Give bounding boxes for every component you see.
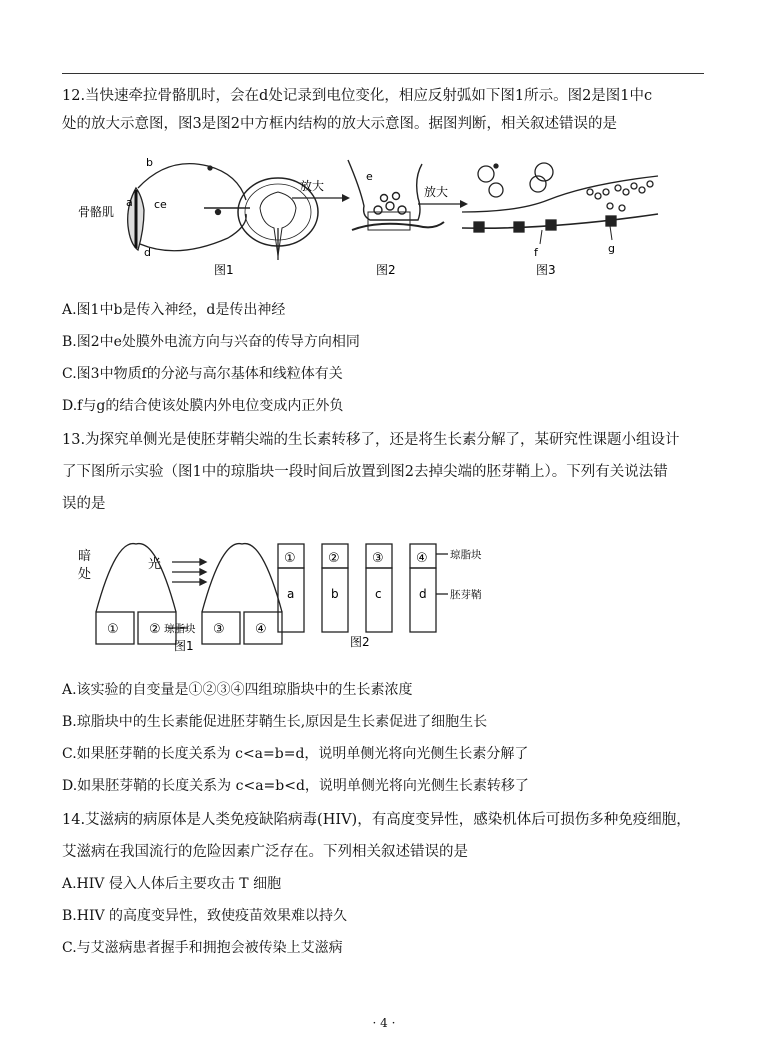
q12-fig1	[128, 164, 318, 260]
arrow2-label: 放大	[424, 185, 449, 199]
tube-bottom-a: a	[287, 587, 295, 601]
q14-stem-line2: 艾滋病在我国流行的危险因素广泛存在。下列相关叙述错误的是	[62, 844, 468, 860]
label-a: a	[126, 196, 133, 209]
label-f: f	[534, 246, 538, 259]
q13-option-b: B.琼脂块中的生长素能促进胚芽鞘生长,原因是生长素促进了细胞生长	[62, 714, 488, 730]
agar-label-2: 琼脂块	[450, 549, 482, 561]
tube-bottom-c: c	[375, 587, 382, 601]
q12-fig3	[462, 163, 658, 244]
q13-figure	[78, 538, 518, 654]
q13-option-a: A.该实验的自变量是①②③④四组琼脂块中的生长素浓度	[62, 682, 413, 698]
dark-label-1: 暗	[78, 549, 92, 564]
tube-bottom-d: d	[419, 587, 427, 601]
label-c: c	[154, 198, 161, 211]
q13-option-d: D.如果胚芽鞘的长度关系为 c<a=b<d，说明单侧光将向光侧生长素转移了	[62, 778, 529, 794]
q13-stem-line2: 了下图所示实验（图1中的琼脂块一段时间后放置到图2去掉尖端的胚芽鞘上）。下列有关说法错	[62, 464, 668, 480]
label-e2: e	[366, 170, 373, 183]
q13-fig2-caption: 图2	[350, 635, 370, 649]
q13-option-c: C.如果胚芽鞘的长度关系为 c<a=b=d，说明单侧光将向光侧生长素分解了	[62, 746, 529, 762]
label-e1: e	[160, 198, 167, 211]
block-3: ③	[213, 622, 225, 637]
light-label: 光	[148, 557, 162, 572]
coleoptile-right	[202, 544, 282, 612]
coleoptile-left	[96, 544, 176, 612]
q12-option-b: B.图2中e处膜外电流方向与兴奋的传导方向相同	[62, 334, 360, 350]
page-number: · 4 ·	[372, 1016, 396, 1030]
q14-option-c: C.与艾滋病患者握手和拥抱会被传染上艾滋病	[62, 940, 343, 956]
q12-stem-line2: 处的放大示意图，图3是图2中方框内结构的放大示意图。据图判断，相关叙述错误的是	[62, 116, 617, 132]
q12-option-c: C.图3中物质f的分泌与高尔基体和线粒体有关	[62, 366, 343, 382]
arrow1-label: 放大	[300, 179, 325, 193]
block-4: ④	[255, 622, 267, 637]
q13-stem-line1: 13.为探究单侧光是使胚芽鞘尖端的生长素转移了，还是将生长素分解了，某研究性课题小组设计	[62, 432, 680, 448]
q12-option-a: A.图1中b是传入神经，d是传出神经	[62, 302, 286, 318]
q12-fig3-caption: 图3	[536, 263, 556, 277]
q12-stem-line1: 12.当快速牵拉骨骼肌时，会在d处记录到电位变化，相应反射弧如下图1所示。图2是图1中c	[62, 88, 653, 104]
block-2: ②	[149, 622, 161, 637]
afferent-nerve	[138, 164, 246, 200]
header-rule	[62, 73, 704, 74]
tube-top-4: ④	[416, 551, 428, 566]
q13-stem-line3: 误的是	[62, 496, 106, 512]
q12-fig1-caption: 图1	[214, 263, 234, 277]
muscle-label: 骨骼肌	[78, 205, 115, 219]
tube-top-3: ③	[372, 551, 384, 566]
coleoptile-label: 胚芽鞘	[450, 589, 482, 601]
q12-figure	[78, 148, 670, 278]
q14-stem-line1: 14.艾滋病的病原体是人类免疫缺陷病毒(HIV)，有高度变异性，感染机体后可损伤多种免疫细胞，	[62, 812, 691, 828]
tube-bottom-b: b	[331, 587, 339, 601]
q12-fig2-caption: 图2	[376, 263, 396, 277]
q14-option-a: A.HIV 侵入人体后主要攻击 T 细胞	[62, 876, 282, 892]
q12-option-d: D.f与g的结合使该处膜内外电位变成内正外负	[62, 398, 344, 414]
agar-label: 琼脂块	[164, 623, 196, 635]
efferent-nerve	[140, 214, 246, 251]
tube-top-2: ②	[328, 551, 340, 566]
q14-option-b: B.HIV 的高度变异性，致使疫苗效果难以持久	[62, 908, 348, 924]
label-d: d	[144, 246, 151, 259]
label-g: g	[608, 242, 615, 255]
tube-top-1: ①	[284, 551, 296, 566]
q13-fig1-caption: 图1	[174, 639, 194, 653]
label-b: b	[146, 156, 153, 169]
dark-label-2: 处	[78, 567, 92, 582]
block-1: ①	[107, 622, 119, 637]
